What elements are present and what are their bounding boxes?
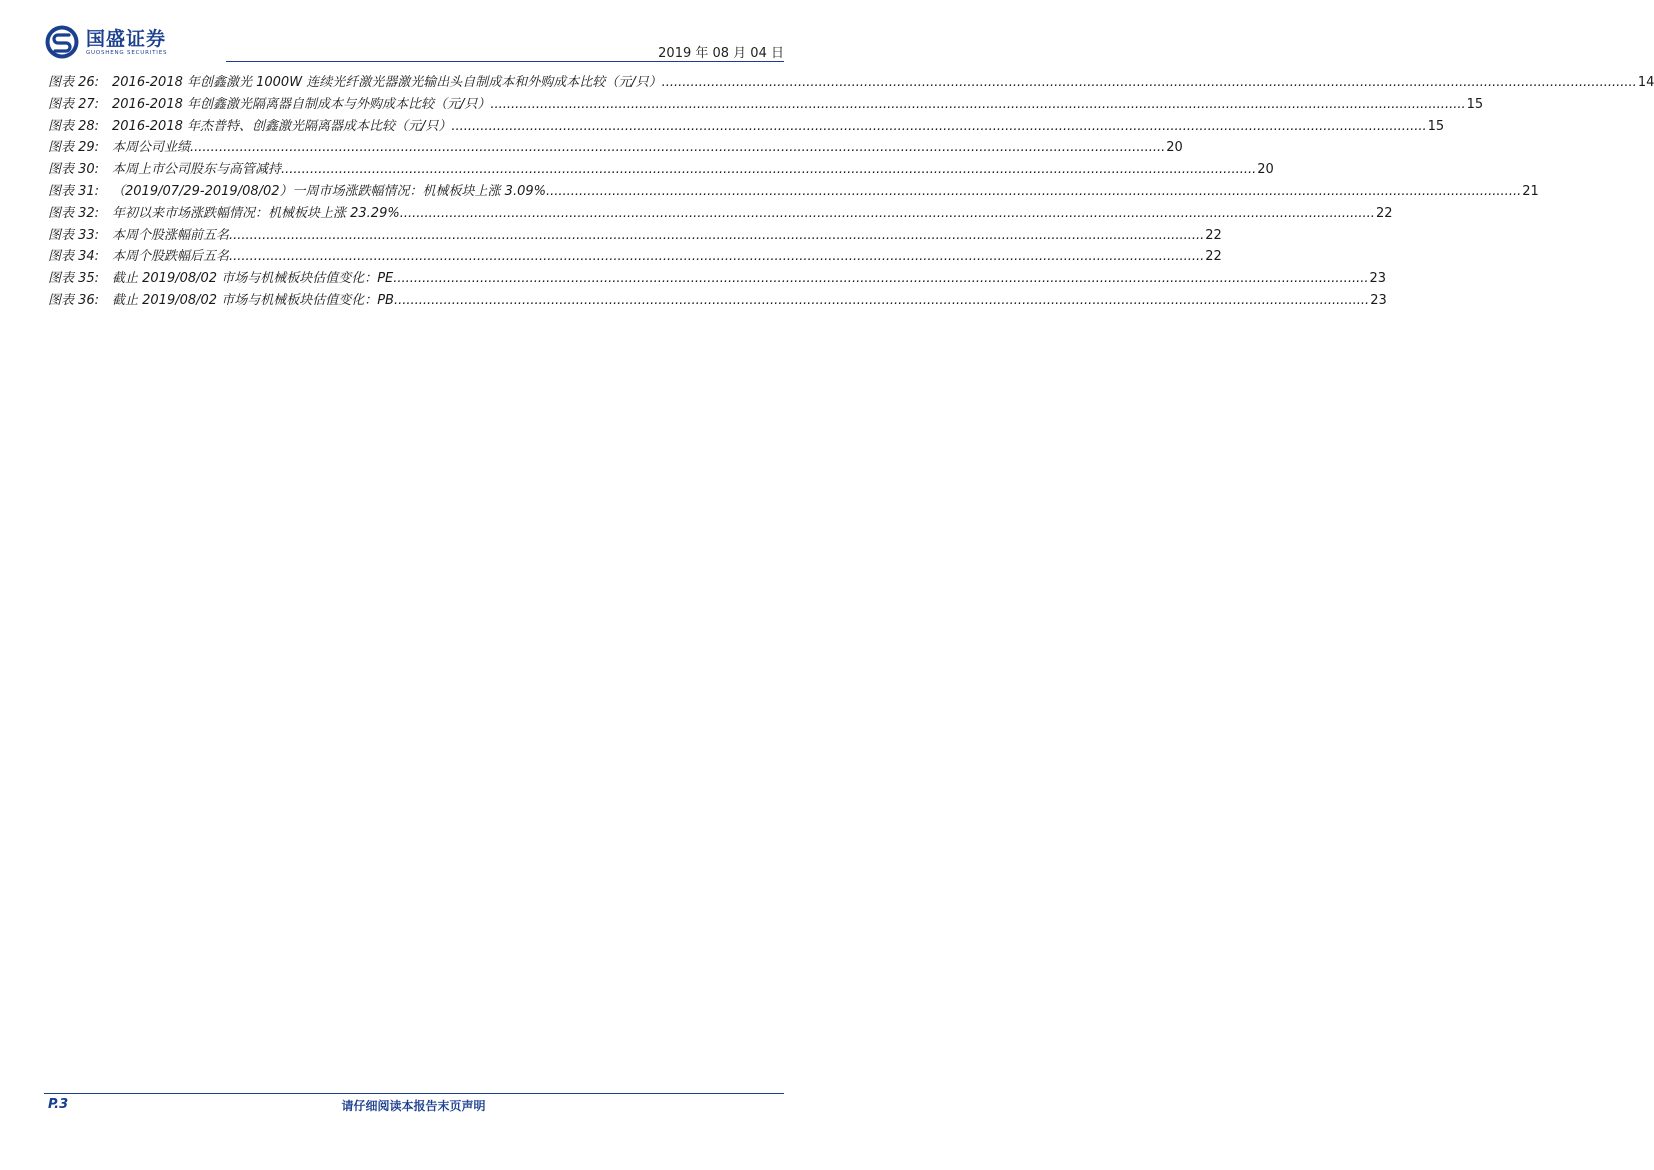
toc-entry-title: （2019/07/29-2019/08/02）一周市场涨跌幅情况：机械板块上涨 3.09% <box>112 183 546 199</box>
toc-entry-title: 本周个股涨幅前五名 <box>112 227 230 243</box>
toc-entry-title: 截止 2019/08/02 市场与机械板块估值变化：PE <box>112 271 394 287</box>
toc-leader-dots <box>394 290 1369 312</box>
toc-leader-dots <box>400 203 1375 225</box>
toc-entry[interactable] <box>48 159 1274 181</box>
toc-entry-title: 年初以来市场涨跌幅情况：机械板块上涨 23.29% <box>112 205 400 221</box>
toc-entry-page: 22 <box>1205 249 1222 265</box>
logo-chinese-name: 国盛证券 <box>86 27 167 50</box>
logo-english-name: GUOSHENG SECURITIES <box>86 49 168 56</box>
toc-entry-title: 截止 2019/08/02 市场与机械板块估值变化：PB <box>112 292 394 308</box>
toc-entry[interactable] <box>48 94 1484 116</box>
toc-entry[interactable] <box>48 246 1222 268</box>
toc-entry-title: 2016-2018 年创鑫激光隔离器自制成本与外购成本比较（元/只） <box>112 96 491 112</box>
toc-entry[interactable] <box>48 225 1222 247</box>
table-of-figures <box>48 72 1654 312</box>
toc-entry-label: 图表 36: <box>48 292 100 308</box>
toc-leader-dots <box>393 268 1368 290</box>
footer-divider <box>44 1093 784 1094</box>
toc-leader-dots <box>229 225 1204 247</box>
page-header <box>44 24 784 62</box>
toc-entry-label: 图表 33: <box>48 227 100 243</box>
toc-leader-dots <box>190 137 1165 159</box>
toc-leader-dots <box>281 159 1256 181</box>
toc-leader-dots <box>546 181 1521 203</box>
toc-entry[interactable] <box>48 181 1539 203</box>
toc-leader-dots <box>451 116 1426 138</box>
toc-entry-page: 20 <box>1166 140 1183 156</box>
toc-entry-page: 20 <box>1257 162 1274 178</box>
toc-entry-label: 图表 30: <box>48 162 100 178</box>
toc-leader-dots <box>490 94 1465 116</box>
company-logo <box>44 24 167 60</box>
toc-entry[interactable] <box>48 290 1387 312</box>
toc-entry-page: 22 <box>1205 227 1222 243</box>
toc-entry-title: 2016-2018 年杰普特、创鑫激光隔离器成本比较（元/只） <box>112 118 452 134</box>
footer-disclaimer: 请仔细阅读本报告末页声明 <box>341 1099 486 1113</box>
toc-entry[interactable] <box>48 203 1393 225</box>
toc-entry-label: 图表 34: <box>48 249 100 265</box>
guosheng-logo-icon <box>44 24 80 60</box>
toc-entry-label: 图表 31: <box>48 183 100 199</box>
header-divider <box>226 61 784 62</box>
toc-entry[interactable] <box>48 116 1445 138</box>
toc-leader-dots <box>229 246 1204 268</box>
toc-entry-title: 本周上市公司股东与高管减持 <box>112 162 282 178</box>
toc-entry-label: 图表 26: <box>48 75 100 90</box>
toc-entry-page: 23 <box>1369 271 1387 287</box>
toc-entry-page: 22 <box>1375 205 1393 221</box>
toc-entry-page: 14 <box>1637 75 1654 90</box>
toc-entry[interactable] <box>48 137 1183 159</box>
toc-entry-title: 本周公司业绩 <box>112 140 191 156</box>
toc-entry-label: 图表 32: <box>48 205 100 221</box>
toc-entry-page: 23 <box>1370 292 1387 308</box>
toc-entry-title: 本周个股跌幅后五名 <box>112 249 230 265</box>
toc-entry-label: 图表 29: <box>48 140 100 156</box>
toc-entry-page: 15 <box>1427 118 1445 134</box>
toc-entry-label: 图表 28: <box>48 118 100 134</box>
toc-entry-label: 图表 35: <box>48 271 100 287</box>
toc-entry[interactable] <box>48 72 1654 94</box>
toc-entry-page: 21 <box>1522 183 1539 199</box>
toc-leader-dots <box>662 72 1637 94</box>
toc-entry-page: 15 <box>1466 96 1484 112</box>
toc-entry-title: 2016-2018 年创鑫激光 1000W 连续光纤激光器激光输出头自制成本和外购成本比较（元/只） <box>112 75 662 90</box>
toc-entry-label: 图表 27: <box>48 96 100 112</box>
toc-entry[interactable] <box>48 268 1387 290</box>
report-date: 2019 年 08 月 04 日 <box>658 46 784 61</box>
page-number: P.3 <box>48 1097 69 1112</box>
